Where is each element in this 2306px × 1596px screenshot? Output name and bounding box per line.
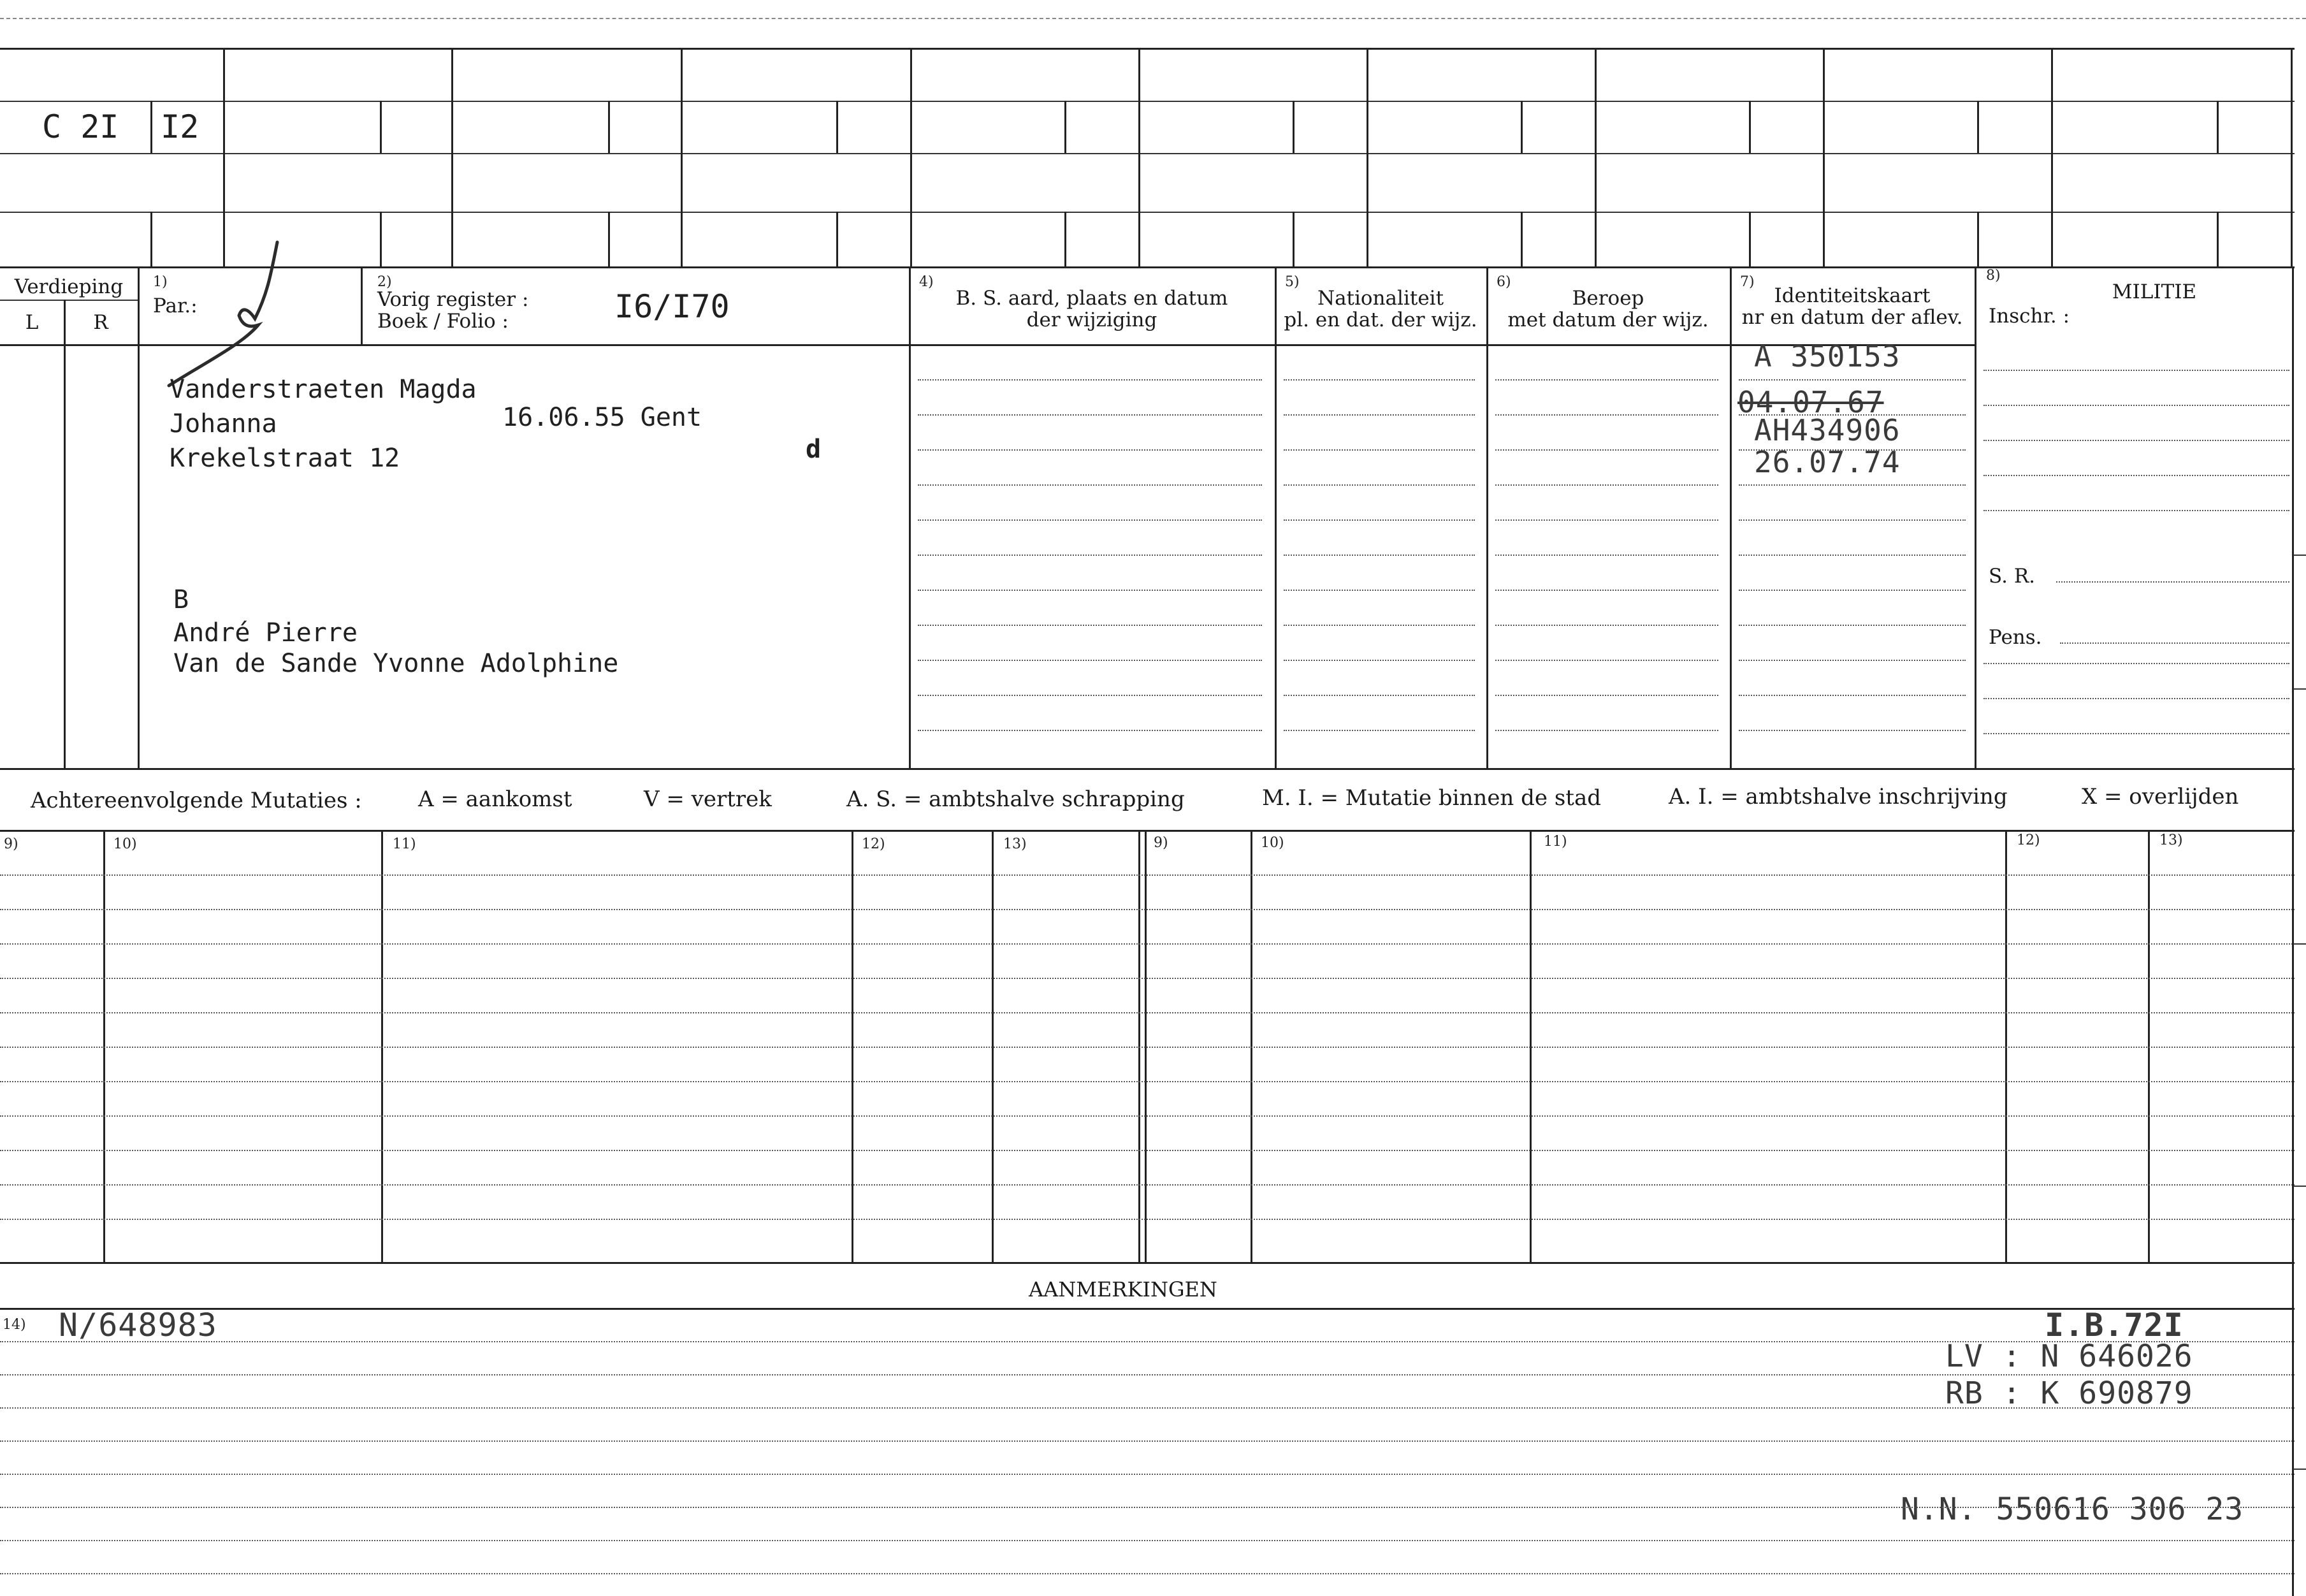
legend-aankomst: A = aankomst <box>418 787 572 812</box>
mutaties-col-header-7: 10) <box>1261 835 1284 851</box>
bs-header-line1: B. S. aard, plaats en datum <box>955 287 1228 310</box>
floor-l-label: L <box>25 311 39 334</box>
legend-overlijden: X = overlijden <box>2082 784 2239 809</box>
beroep-header-line1: Beroep <box>1572 287 1644 310</box>
id-card-date-1: 04.07.67 <box>1737 385 1884 419</box>
legend-mutatie-binnen-stad: M. I. = Mutatie binnen de stad <box>1262 785 1601 811</box>
legend-ambtshalve-schrapping: A. S. = ambtshalve schrapping <box>846 787 1185 812</box>
field-number-7: 7) <box>1740 274 1755 290</box>
field-number-14: 14) <box>3 1317 26 1333</box>
remark-rb: RB : K 690879 <box>1945 1375 2193 1411</box>
mutaties-col-header-1: 9) <box>4 836 18 852</box>
mutaties-col-header-4: 12) <box>862 836 885 852</box>
checkmark-icon <box>147 236 300 389</box>
boek-folio-label: Boek / Folio : <box>377 310 509 333</box>
floor-r-label: R <box>93 311 108 334</box>
mutaties-col-header-5: 13) <box>1003 836 1027 852</box>
id-card-number-2: AH434906 <box>1754 413 1901 447</box>
person-name-line1: Vanderstraeten Magda <box>170 375 477 404</box>
mutaties-col-header-10: 13) <box>2159 832 2183 848</box>
mutaties-col-header-3: 11) <box>393 836 416 852</box>
identiteitskaart-header-line1: Identiteitskaart <box>1774 284 1931 307</box>
field-number-6: 6) <box>1497 274 1511 290</box>
id-card-date-2: 26.07.74 <box>1754 445 1901 479</box>
mutaties-col-header-2: 10) <box>113 836 137 852</box>
remark-nn: N.N. 550616 306 23 <box>1901 1491 2244 1527</box>
field-number-2: 2) <box>377 274 392 290</box>
pens-label: Pens. <box>1989 626 2042 649</box>
field-number-1: 1) <box>153 274 168 290</box>
inschr-label: Inschr. : <box>1989 305 2070 328</box>
aanmerkingen-rule <box>0 1308 2295 1310</box>
militie-header: MILITIE <box>2112 280 2197 303</box>
remark-ib: I.B.72I <box>2045 1307 2184 1344</box>
remark-lv: LV : N 646026 <box>1945 1338 2193 1374</box>
person-marker: d <box>806 435 822 464</box>
sr-label: S. R. <box>1989 565 2036 588</box>
legend-vertrek: V = vertrek <box>644 787 772 812</box>
mother-name: Van de Sande Yvonne Adolphine <box>173 649 619 678</box>
remark-code: N/648983 <box>59 1307 217 1344</box>
person-birth: 16.06.55 Gent <box>502 403 702 432</box>
identiteitskaart-header-line2: nr en datum der aflev. <box>1741 306 1963 329</box>
par-label: Par.: <box>153 294 198 317</box>
nationaliteit-header-line2: pl. en dat. der wijz. <box>1284 308 1477 331</box>
folio-value: I6/I70 <box>614 288 730 325</box>
verdieping-label: Verdieping <box>14 275 124 298</box>
field-number-8: 8) <box>1986 268 2001 284</box>
mutaties-col-header-8: 11) <box>1544 834 1567 850</box>
person-name-line2: Johanna <box>170 409 277 439</box>
aanmerkingen-title: AANMERKINGEN <box>1029 1277 1217 1302</box>
code-left: C 2I <box>42 108 119 145</box>
vorig-register-label: Vorig register : <box>377 288 529 311</box>
mutaties-col-header-6: 9) <box>1154 835 1168 851</box>
legend-ambtshalve-inschrijving: A. I. = ambtshalve inschrijving <box>1669 784 2008 809</box>
parent-code: B <box>173 585 189 614</box>
mutaties-col-header-9: 12) <box>2017 832 2040 848</box>
nationaliteit-header-line1: Nationaliteit <box>1317 287 1444 310</box>
person-address: Krekelstraat 12 <box>170 444 400 473</box>
code-right: I2 <box>161 108 199 145</box>
bs-header-line2: der wijziging <box>1026 308 1157 331</box>
field-number-4: 4) <box>919 274 934 290</box>
field-number-5: 5) <box>1285 274 1300 290</box>
father-name: André Pierre <box>173 618 358 648</box>
beroep-header-line2: met datum der wijz. <box>1507 308 1709 331</box>
mutaties-title: Achtereenvolgende Mutaties : <box>31 788 362 813</box>
id-card-number-1: A 350153 <box>1754 339 1901 374</box>
